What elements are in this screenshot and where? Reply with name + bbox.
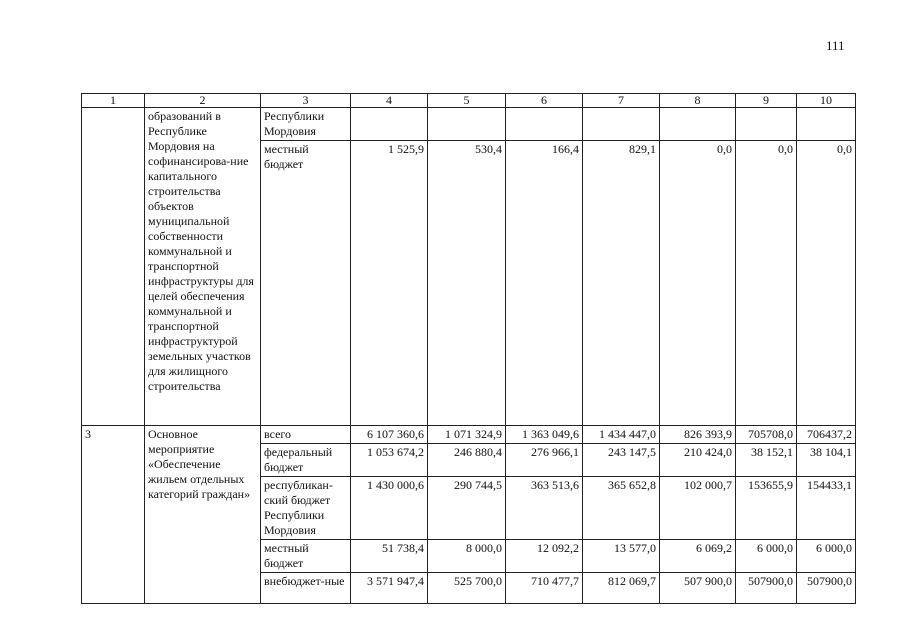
amount-cell: 154433,1 [797, 477, 856, 540]
amount-cell: 12 092,2 [506, 540, 583, 573]
amount-cell: 0,0 [660, 141, 736, 426]
amount-cell: 8 000,0 [428, 540, 506, 573]
column-number-9: 9 [736, 94, 797, 108]
amount-cell: 0,0 [797, 141, 856, 426]
budget-table [81, 93, 856, 604]
column-number-2: 2 [145, 94, 261, 108]
funding-source-cell: внебюджет-ные [261, 573, 351, 604]
amount-cell: 38 152,1 [736, 444, 797, 477]
table-row [82, 426, 856, 444]
amount-cell: 6 107 360,6 [351, 426, 428, 444]
column-number-6: 6 [506, 94, 583, 108]
amount-cell: 530,4 [428, 141, 506, 426]
column-number-1: 1 [82, 94, 145, 108]
amount-cell: 1 071 324,9 [428, 426, 506, 444]
page-number: 111 [826, 38, 845, 53]
amount-cell: 365 652,8 [583, 477, 660, 540]
amount-cell: 210 424,0 [660, 444, 736, 477]
amount-cell: 166,4 [506, 141, 583, 426]
amount-cell: 1 363 049,6 [506, 426, 583, 444]
column-number-7: 7 [583, 94, 660, 108]
amount-cell: 507900,0 [736, 573, 797, 604]
amount-cell: 826 393,9 [660, 426, 736, 444]
column-number-5: 5 [428, 94, 506, 108]
amount-cell [660, 108, 736, 141]
amount-cell: 102 000,7 [660, 477, 736, 540]
measure-name-cell: образований в Республике Мордовия на софинансирова-ние капитального строительства объектов муниципальной собственности коммунальной и транспортной инфраструктуры для целей обеспечения коммунальной и транспортной инфраструктурой земельных участков для жилищного строительства [145, 108, 261, 426]
funding-source-cell: местный бюджет [261, 141, 351, 426]
amount-cell: 38 104,1 [797, 444, 856, 477]
amount-cell [351, 108, 428, 141]
amount-cell: 363 513,6 [506, 477, 583, 540]
amount-cell: 525 700,0 [428, 573, 506, 604]
funding-source-cell: федеральный бюджет [261, 444, 351, 477]
amount-cell: 290 744,5 [428, 477, 506, 540]
item-number-cell: 3 [82, 426, 145, 604]
funding-source-cell: всего [261, 426, 351, 444]
column-number-3: 3 [261, 94, 351, 108]
column-number-10: 10 [797, 94, 856, 108]
amount-cell: 710 477,7 [506, 573, 583, 604]
amount-cell: 705708,0 [736, 426, 797, 444]
funding-source-cell: Республики Мордовия [261, 108, 351, 141]
amount-cell: 0,0 [736, 141, 797, 426]
funding-source-cell: местный бюджет [261, 540, 351, 573]
amount-cell: 276 966,1 [506, 444, 583, 477]
amount-cell: 812 069,7 [583, 573, 660, 604]
amount-cell: 6 069,2 [660, 540, 736, 573]
amount-cell: 246 880,4 [428, 444, 506, 477]
amount-cell: 6 000,0 [736, 540, 797, 573]
column-number-4: 4 [351, 94, 428, 108]
column-number-row [82, 94, 856, 108]
amount-cell: 243 147,5 [583, 444, 660, 477]
amount-cell: 1 430 000,6 [351, 477, 428, 540]
table-row [82, 108, 856, 141]
item-number-cell [82, 108, 145, 426]
amount-cell [736, 108, 797, 141]
amount-cell: 51 738,4 [351, 540, 428, 573]
amount-cell: 6 000,0 [797, 540, 856, 573]
funding-source-cell: республикан-ский бюджет Республики Мордовия [261, 477, 351, 540]
amount-cell: 1 053 674,2 [351, 444, 428, 477]
amount-cell: 507 900,0 [660, 573, 736, 604]
amount-cell: 1 525,9 [351, 141, 428, 426]
amount-cell: 13 577,0 [583, 540, 660, 573]
amount-cell: 706437,2 [797, 426, 856, 444]
amount-cell [797, 108, 856, 141]
amount-cell: 829,1 [583, 141, 660, 426]
column-number-8: 8 [660, 94, 736, 108]
amount-cell: 1 434 447,0 [583, 426, 660, 444]
amount-cell [506, 108, 583, 141]
amount-cell: 153655,9 [736, 477, 797, 540]
amount-cell: 3 571 947,4 [351, 573, 428, 604]
amount-cell [428, 108, 506, 141]
measure-name-cell: Основное мероприятие «Обеспечение жильем отдельных категорий граждан» [145, 426, 261, 604]
amount-cell: 507900,0 [797, 573, 856, 604]
amount-cell [583, 108, 660, 141]
